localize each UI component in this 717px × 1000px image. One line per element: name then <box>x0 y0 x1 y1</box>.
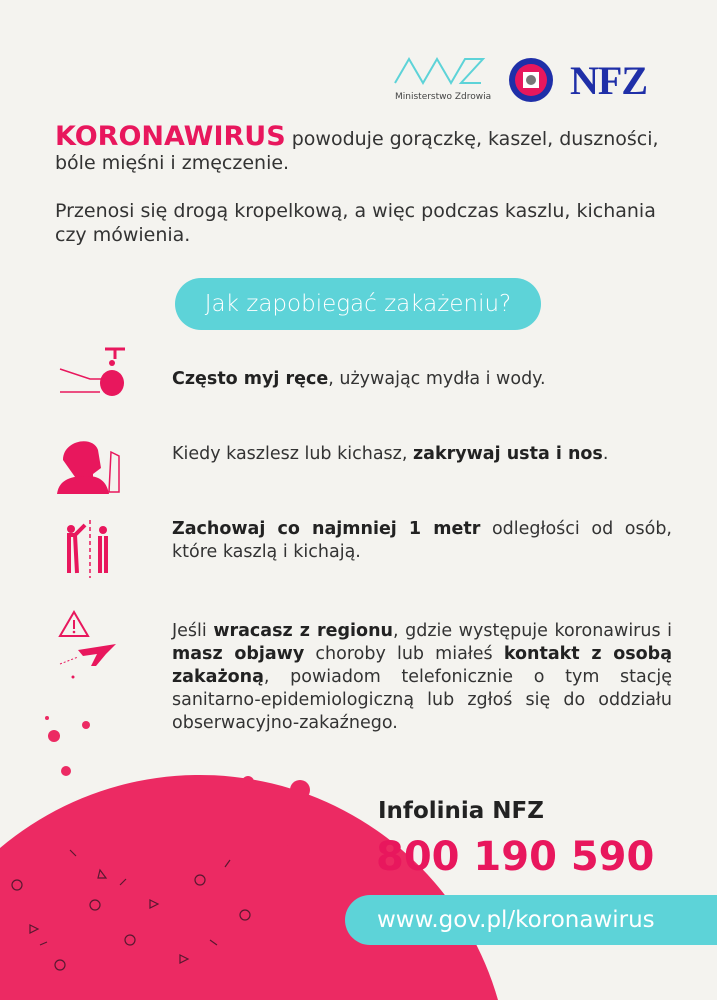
prevention-item <box>172 443 672 466</box>
intro-line1: powoduje gorączkę, kaszel, duszności, bóle mięśni i zmęczenie. <box>55 128 659 174</box>
warning-plane-icon <box>58 610 123 680</box>
hotline-label: Infolinia NFZ <box>378 798 544 824</box>
prevention-item <box>172 368 672 391</box>
item-text: . <box>602 444 609 464</box>
item-text: Jeśli <box>172 621 214 641</box>
intro <box>55 121 685 247</box>
emphasis-text: Zachowaj co najmniej 1 metr <box>172 519 481 539</box>
item-text: , gdzie występuje koronawirus i <box>393 621 672 641</box>
item-text: , używając mydła i wody. <box>328 369 546 389</box>
prevention-heading: Jak zapobiegać zakażeniu? <box>175 278 541 330</box>
emphasis-text: wracasz z regionu <box>213 621 393 641</box>
ministry-logo <box>393 55 488 90</box>
cough-tissue-icon <box>55 430 125 495</box>
nfz-logo: NFZ <box>570 58 647 103</box>
item-text: choroby lub miałeś <box>304 644 504 664</box>
hotline-number[interactable]: 800 190 590 <box>376 834 655 880</box>
sanepid-logo <box>508 57 554 103</box>
emphasis-text: Często myj ręce <box>172 369 329 389</box>
prevention-item <box>172 518 672 564</box>
hand-washing-icon <box>55 347 125 402</box>
item-text: odległości od osób, które kaszlą i kichają. <box>172 519 672 562</box>
logos <box>390 55 670 110</box>
headline-keyword: KORONAWIRUS <box>55 121 286 152</box>
emphasis-text: kontakt z osobą zakażoną <box>172 644 672 687</box>
emphasis-text: zakrywaj usta i nos <box>412 444 603 464</box>
emphasis-text: masz objawy <box>172 644 305 664</box>
item-text: Kiedy kaszlesz lub kichasz, <box>172 444 413 464</box>
intro-line2: Przenosi się drogą kropelkową, a więc podczas kaszlu, kichania czy mówienia. <box>55 200 656 246</box>
distance-icon <box>55 520 125 578</box>
item-text: , powiadom telefonicznie o tym stację sanitarno-epidemiologiczną lub zgłoś się do oddziału obserwacyjno-zakaźnego. <box>172 667 672 733</box>
website-link[interactable]: www.gov.pl/koronawirus <box>345 895 717 945</box>
ministry-name: Ministerstwo Zdrowia <box>395 92 492 102</box>
